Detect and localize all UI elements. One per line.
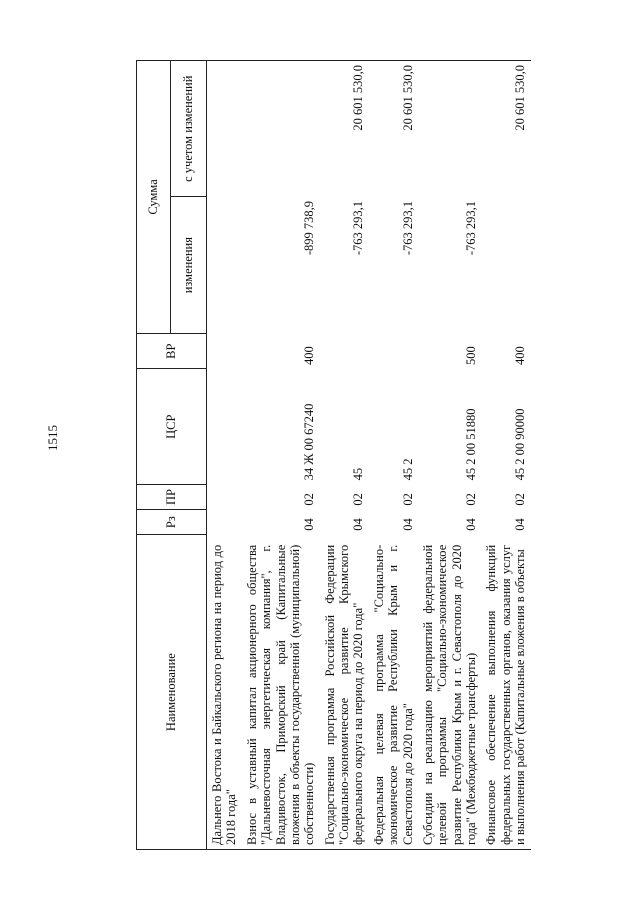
row-vr	[207, 333, 242, 369]
table-row	[369, 61, 418, 850]
row-pr	[207, 484, 242, 509]
page-number: 1515	[45, 425, 60, 451]
row-name: Дальнего Востока и Байкальского региона на период до 2018 года"	[207, 535, 242, 850]
row-total	[242, 61, 320, 197]
row-pr: 02	[513, 493, 528, 506]
table-row	[242, 61, 320, 850]
header-csr: ЦСР	[137, 369, 207, 484]
row-csr: 45 2	[400, 458, 415, 481]
row-changes: -899 738,9	[302, 200, 317, 256]
row-pr: 02	[351, 493, 366, 506]
row-rz: 04	[400, 518, 415, 531]
row-rz: 04	[351, 518, 366, 531]
budget-table	[136, 60, 531, 850]
row-name: Финансовое обеспечение выполнения функций федеральных государственных органов, оказания услуг и выполнения работ (Капитальные вложения в объекты	[481, 535, 530, 850]
row-csr	[207, 369, 242, 484]
table-row	[320, 61, 369, 850]
row-total: 20 601 530,0	[481, 61, 530, 197]
row-vr	[369, 333, 418, 369]
table-row	[418, 61, 482, 850]
rotated-table-container	[136, 60, 616, 850]
row-name: Государственная программа Российской Федерации "Социально-экономическое развитие Крымского федерального округа на период до 2020 года"	[320, 535, 369, 850]
row-changes	[481, 197, 530, 333]
row-total	[418, 61, 482, 197]
row-changes	[207, 197, 242, 333]
row-csr: 45 2 00 90000	[513, 408, 528, 481]
header-name: Наименование	[137, 535, 207, 850]
row-rz: 04	[464, 518, 478, 531]
row-rz	[207, 510, 242, 535]
row-total	[207, 61, 242, 197]
header-rz: Рз	[137, 510, 207, 535]
row-total: 20 601 530,0	[369, 61, 418, 197]
row-pr: 02	[302, 493, 317, 506]
header-sum: Сумма	[137, 61, 171, 334]
row-name: Федеральная целевая программа "Социально-экономическое развитие Республики Крым и г. Севастополя до 2020 года"	[369, 535, 418, 850]
header-changes: изменения	[171, 197, 207, 333]
row-csr: 45	[351, 467, 366, 481]
table-row	[207, 61, 242, 850]
header-vr: ВР	[137, 333, 207, 369]
row-rz: 04	[513, 518, 528, 531]
row-csr: 34 Ж 00 67240	[302, 403, 317, 481]
row-name: Взнос в уставный капитал акционерного общества "Дальневосточная энергетическая компания", г. Владивосток, Приморский край (Капитальные вложения в объекты государственной (муниципальной) собственности)	[242, 535, 320, 850]
row-vr: 500	[464, 346, 478, 365]
table-row	[481, 61, 530, 850]
row-vr	[320, 333, 369, 369]
row-changes: -763 293,1	[351, 200, 366, 256]
row-rz: 04	[302, 518, 317, 531]
header-with-changes: с учетом изменений	[171, 61, 207, 197]
row-changes: -763 293,1	[400, 200, 415, 256]
row-name: Субсидии на реализацию мероприятий федеральной целевой программы "Социально-экономическое развитие Республики Крым и г. Севастополя до 2020 года" (Межбюджетные трансферты)	[418, 535, 482, 850]
header-pr: ПР	[137, 484, 207, 509]
row-total: 20 601 530,0	[320, 61, 369, 197]
row-csr: 45 2 00 51880	[464, 408, 478, 481]
row-pr: 02	[464, 493, 478, 506]
row-pr: 02	[400, 493, 415, 506]
row-vr: 400	[302, 346, 317, 365]
row-changes: -763 293,1	[464, 200, 478, 256]
row-vr: 400	[513, 346, 528, 365]
